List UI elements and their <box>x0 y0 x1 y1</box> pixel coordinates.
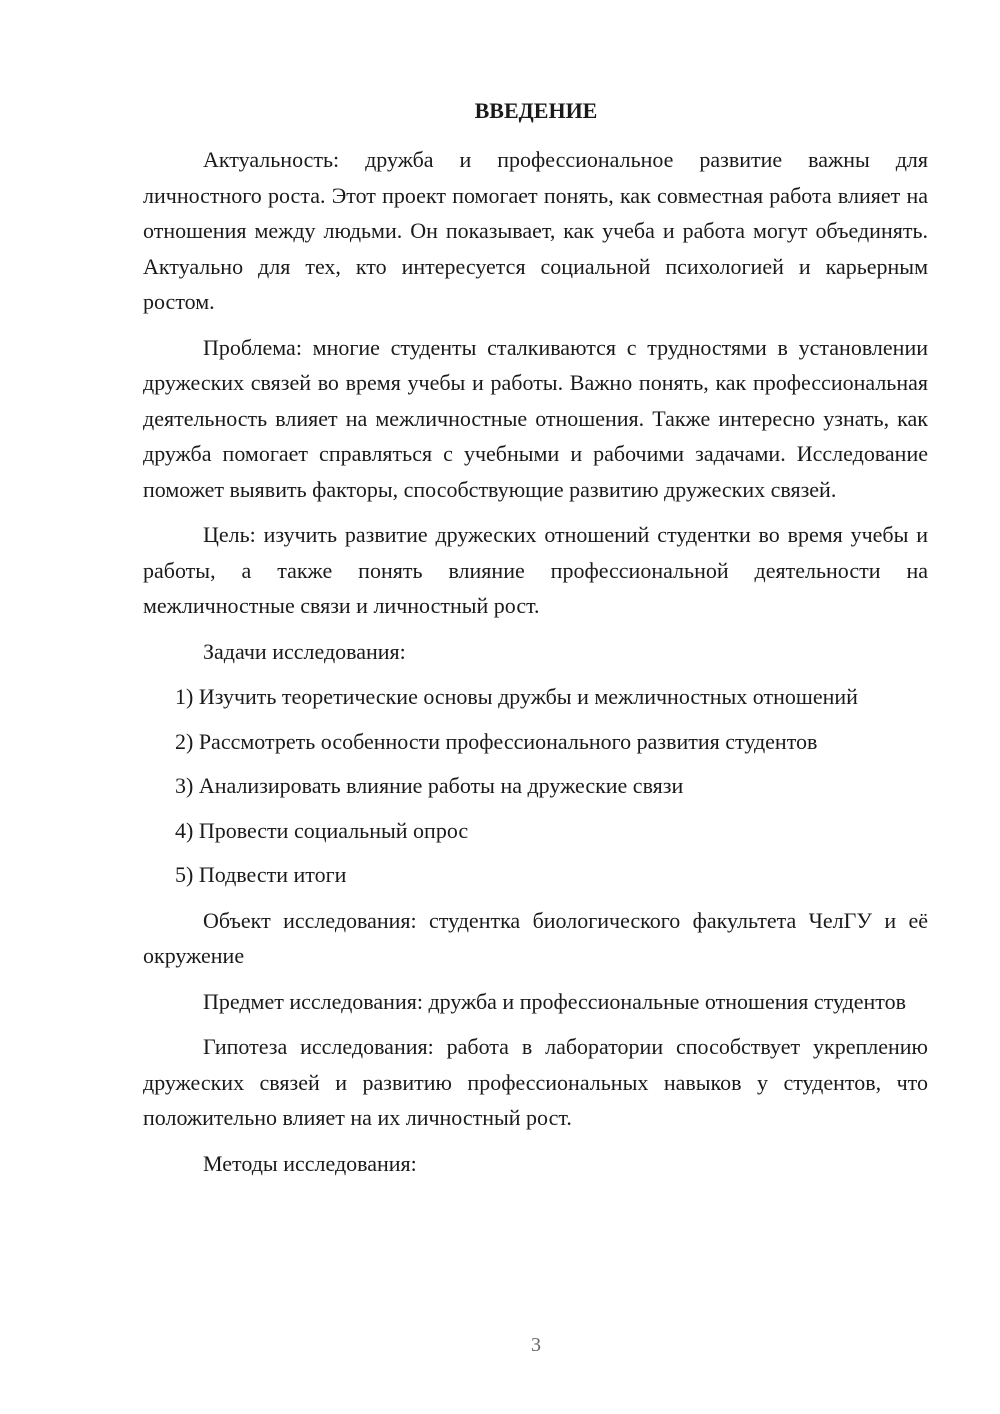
task-item: 1) Изучить теоретические основы дружбы и межличностных отношений <box>175 684 858 709</box>
methods-paragraph: Методы исследования: <box>203 1150 417 1176</box>
hypothesis-paragraph: Гипотеза исследования: работа в лаборатории способствует укреплению дружеских связей и развитию профессиональных навыков у студентов, что положительно влияет на их личностный рост. <box>143 1034 928 1130</box>
subject-paragraph: Предмет исследования: дружба и профессиональные отношения студентов <box>203 988 907 1014</box>
task-item: 2) Рассмотреть особенности профессионального развития студентов <box>175 728 818 754</box>
goal-paragraph: Цель: изучить развитие дружеских отношений студентки во время учебы и работы, а также понять влияние профессиональной деятельности на межличностные связи и личностный рост. <box>143 522 928 618</box>
problem-paragraph: Проблема: многие студенты сталкиваются с трудностями в установлении дружеских связей во время учебы и работы. Важно понять, как профессиональная деятельность влияет на межличностные отношения. Также интересно узнать, как дружба помогает справляться с учебными и рабочими задачами. Исследование поможет выявить факторы, способствующие развитию дружеских связей. <box>143 334 928 502</box>
relevance-paragraph: Актуальность: дружба и профессиональное развитие важны для личностного роста. Этот проект помогает понять, как совместная работа влияет на отношения между людьми. Он показывает, как учеба и работа могут объединять. Актуально для тех, кто интересуется социальной психологией и карьерным ростом. <box>143 147 928 314</box>
page-number: 3 <box>531 1334 541 1356</box>
page-heading: ВВЕДЕНИЕ <box>474 98 598 123</box>
tasks-title: Задачи исследования: <box>203 638 406 664</box>
task-item: 5) Подвести итоги <box>175 862 347 887</box>
object-paragraph: Объект исследования: студентка биологического факультета ЧелГУ и её окружение <box>143 907 928 968</box>
task-item: 4) Провести социальный опрос <box>175 817 469 843</box>
body-text <box>143 142 928 1181</box>
task-item: 3) Анализировать влияние работы на дружеские связи <box>175 773 684 798</box>
